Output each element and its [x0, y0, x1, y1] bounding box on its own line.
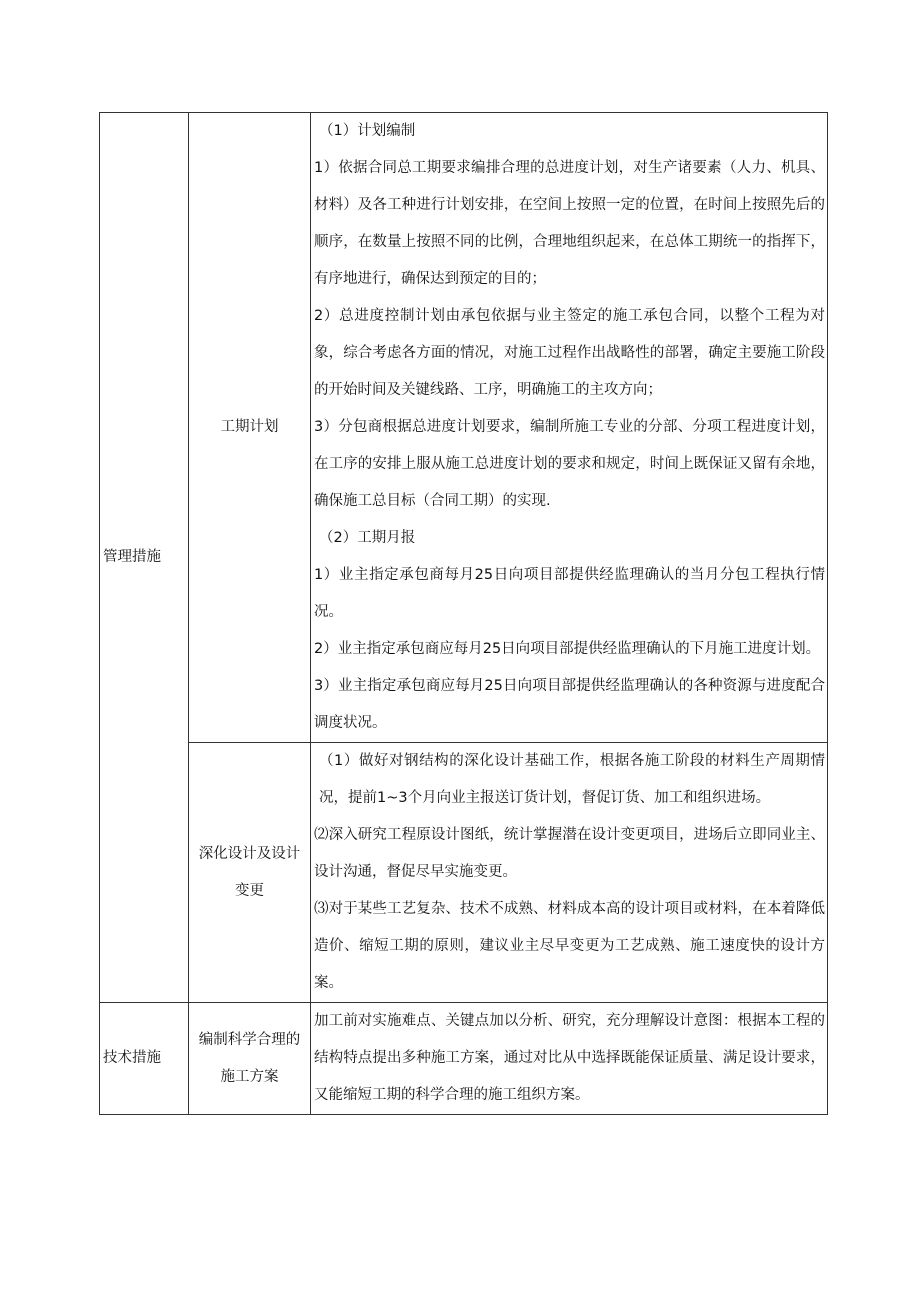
item-cell-design [189, 743, 311, 1003]
paragraph: ⑶对于某些工艺复杂、技术不成熟、材料成本高的设计项目或材料，在本着降低造价、缩短工期的原则，建议业主尽早变更为工艺成熟、施工速度快的设计方案。 [314, 901, 825, 991]
content-cell-design [311, 743, 828, 1003]
category-cell-technical [100, 1003, 189, 1115]
section-heading: （2）工期月报 [319, 530, 416, 546]
measures-table [99, 112, 828, 1115]
table-row [100, 743, 828, 1003]
paragraph: 2）业主指定承包商应每月25日向项目部提供经监理确认的下月施工进度计划。 [314, 641, 821, 657]
paragraph: 加工前对实施难点、关键点加以分析、研究，充分理解设计意图：根据本工程的结构特点提出多种施工方案，通过对比从中选择既能保证质量、满足设计要求，又能缩短工期的科学合理的施工组织方案。 [314, 1013, 825, 1103]
category-label: 技术措施 [103, 1050, 161, 1066]
paragraph: 2）总进度控制计划由承包依据与业主签定的施工承包合同，以整个工程为对象，综合考虑各方面的情况，对施工过程作出战略性的部署，确定主要施工阶段的开始时间及关键线路、工序，明确施工的主攻方向； [314, 308, 825, 398]
category-label: 管理措施 [103, 549, 161, 565]
content-cell-schedule [311, 113, 828, 743]
item-label: 编制科学合理的施工方案 [198, 1031, 301, 1085]
paragraph: 3）分包商根据总进度计划要求，编制所施工专业的分部、分项工程进度计划，在工序的安排上服从施工总进度计划的要求和规定，时间上既保证又留有余地，确保施工总目标（合同工期）的实现. [314, 419, 825, 509]
paragraph: ⑵深入研究工程原设计图纸，统计掌握潜在设计变更项目，进场后立即同业主、设计沟通，督促尽早实施变更。 [314, 827, 825, 880]
paragraph: 3）业主指定承包商应每月25日向项目部提供经监理确认的各种资源与进度配合调度状况。 [314, 678, 825, 731]
content-cell-plan [311, 1003, 828, 1115]
table-row [100, 1003, 828, 1115]
category-cell-management [100, 113, 189, 1003]
paragraph: 1）业主指定承包商每月25日向项目部提供经监理确认的当月分包工程执行情况。 [314, 567, 825, 620]
table-row [100, 113, 828, 743]
paragraph: 1）依据合同总工期要求编排合理的总进度计划，对生产诸要素（人力、机具、材料）及各工种进行计划安排，在空间上按照一定的位置，在时间上按照先后的顺序，在数量上按照不同的比例，合理地组织起来，在总体工期统一的指挥下，有序地进行，确保达到预定的目的； [314, 160, 825, 287]
item-cell-schedule [189, 113, 311, 743]
item-label: 工期计划 [220, 419, 279, 435]
item-cell-plan [189, 1003, 311, 1115]
item-label: 深化设计及设计变更 [198, 845, 301, 899]
paragraph: （1）做好对钢结构的深化设计基础工作，根据各施工阶段的材料生产周期情况，提前1~3个月向业主报送订货计划，督促订货、加工和组织进场。 [319, 753, 825, 806]
section-heading: （1）计划编制 [319, 123, 416, 139]
